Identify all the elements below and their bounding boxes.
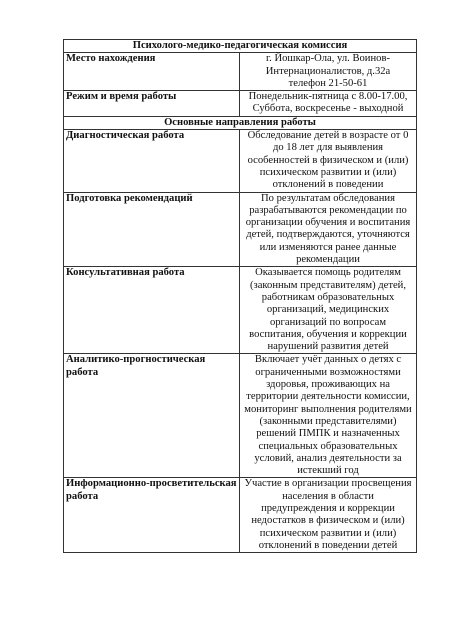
- title-row: [64, 40, 417, 53]
- location-value: [240, 53, 417, 91]
- table-title: Психолого-медико-педагогическая комиссия: [64, 40, 417, 53]
- schedule-label: Режим и время работы: [64, 91, 240, 117]
- description-line: ограниченными возможностями: [255, 366, 401, 378]
- description-line: Оказывается помощь родителям: [255, 267, 401, 279]
- description-line: истекший год: [297, 465, 359, 477]
- description-line: Участие в организации просвещения: [244, 478, 412, 490]
- description-line: нарушений развития детей: [267, 341, 389, 353]
- schedule-value: [240, 91, 417, 117]
- schedule-line: Суббота, воскресенье - выходной: [252, 103, 404, 115]
- description-line: до 18 лет для выявления: [272, 142, 384, 154]
- direction-row-recommendations: [64, 192, 417, 267]
- schedule-row: [64, 91, 417, 117]
- description-line: По результатам обследования: [261, 192, 395, 204]
- direction-row-consulting: [64, 267, 417, 354]
- description-line: мониторинг выполнения родителями: [244, 403, 412, 415]
- description-line: здоровья, проживающих на: [266, 379, 390, 391]
- direction-description: [240, 267, 417, 354]
- description-line: психическом развитии и (или): [259, 527, 397, 539]
- section-title: Основные направления работы: [64, 116, 417, 129]
- description-line: условий, анализ деятельности за: [254, 452, 402, 464]
- direction-label: Информационно-просветительская работа: [64, 478, 240, 553]
- direction-label: Аналитико-прогностическая работа: [64, 354, 240, 478]
- description-line: детей, подтверждаются, уточняются: [246, 229, 410, 241]
- location-line: Интернационалистов, д.32а: [265, 65, 391, 77]
- direction-row-education: [64, 478, 417, 553]
- location-row: [64, 53, 417, 91]
- description-line: разрабатываются рекомендации по: [249, 204, 407, 216]
- section-row: [64, 116, 417, 129]
- location-line: г. Йошкар-Ола, ул. Воинов-: [266, 53, 390, 65]
- location-phone: телефон 21-50-61: [288, 77, 368, 89]
- description-line: рекомендации: [296, 254, 360, 266]
- direction-description: [240, 354, 417, 478]
- direction-row-analytics: [64, 354, 417, 478]
- schedule-line: Понедельник-пятница с 8.00-17.00,: [248, 91, 408, 103]
- description-line: предупреждения и коррекции: [261, 502, 395, 514]
- description-line: территории деятельности комиссии,: [246, 391, 410, 403]
- description-line: организаций, медицинских: [266, 304, 390, 316]
- description-line: (законными представителями): [259, 415, 397, 427]
- description-line: работникам образовательных: [261, 291, 395, 303]
- direction-label: Диагностическая работа: [64, 130, 240, 192]
- direction-description: [240, 130, 417, 192]
- description-line: особенностей в физическом и (или): [247, 154, 409, 166]
- description-line: отклонений в поведении: [272, 179, 384, 191]
- direction-label: Консультативная работа: [64, 267, 240, 354]
- description-line: Обследование детей в возрасте от 0: [247, 130, 409, 142]
- direction-row-diagnostic: [64, 130, 417, 192]
- description-line: Включает учёт данных о детях с: [254, 354, 402, 366]
- description-line: решений ПМПК и назначенных: [256, 428, 400, 440]
- description-line: организации обучения и воспитания: [245, 217, 411, 229]
- location-label: Место нахождения: [64, 53, 240, 91]
- description-line: специальных образовательных: [258, 440, 398, 452]
- description-line: отклонений в поведении детей: [258, 539, 398, 551]
- description-line: недостатков в физическом и (или): [251, 515, 405, 527]
- direction-label: Подготовка рекомендаций: [64, 192, 240, 267]
- direction-description: [240, 192, 417, 267]
- commission-info-table: [63, 39, 417, 553]
- description-line: или изменяются ранее данные: [259, 241, 397, 253]
- description-line: воспитания, обучения и коррекции: [249, 328, 407, 340]
- description-line: организаций по вопросам: [269, 316, 387, 328]
- description-line: населения в области: [282, 490, 374, 502]
- description-line: (законным представителям) детей,: [250, 279, 406, 291]
- description-line: психическом развитии и (или): [259, 166, 397, 178]
- direction-description: [240, 478, 417, 553]
